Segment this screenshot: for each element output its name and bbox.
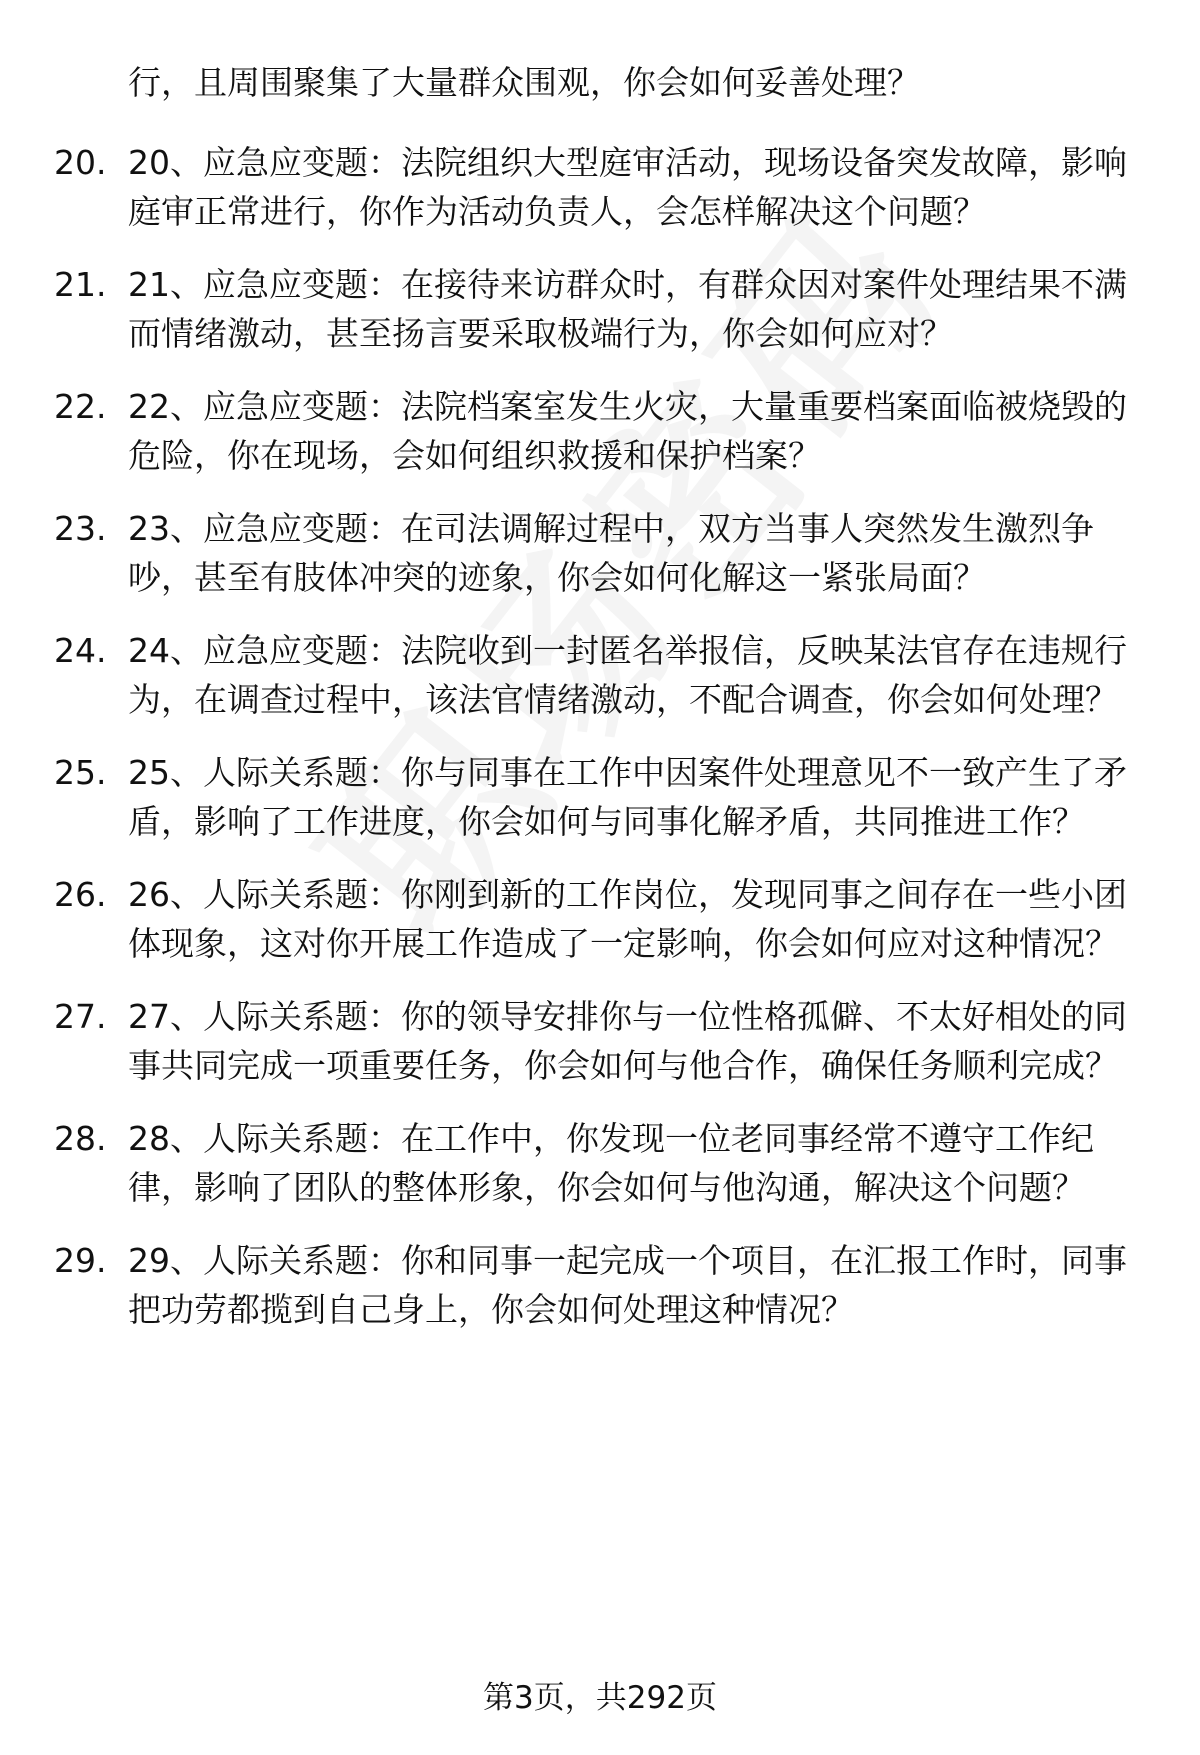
question-item (0, 382, 1200, 480)
page-footer: 第3页，共292页 (483, 1680, 717, 1716)
question-text: 28、人际关系题：在工作中，你发现一位老同事经常不遵守工作纪律，影响了团队的整体形象，你会如何与他沟通，解决这个问题？ (128, 1119, 1094, 1207)
question-number: 25. (54, 753, 107, 792)
question-list (0, 138, 1200, 1358)
question-text: 27、人际关系题：你的领导安排你与一位性格孤僻、不太好相处的同事共同完成一项重要任务，你会如何与他合作，确保任务顺利完成？ (128, 997, 1127, 1085)
question-item (0, 870, 1200, 968)
question-item (0, 1114, 1200, 1212)
question-item (0, 992, 1200, 1090)
question-number: 24. (54, 631, 107, 670)
question-number: 29. (54, 1241, 107, 1280)
question-number: 27. (54, 997, 107, 1036)
question-text: 29、人际关系题：你和同事一起完成一个项目，在汇报工作时，同事把功劳都揽到自己身上，你会如何处理这种情况？ (128, 1241, 1127, 1329)
question-text: 22、应急应变题：法院档案室发生火灾，大量重要档案面临被烧毁的危险，你在现场，会如何组织救援和保护档案？ (128, 387, 1127, 475)
question-text: 21、应急应变题：在接待来访群众时，有群众因对案件处理结果不满而情绪激动，甚至扬言要采取极端行为，你会如何应对？ (128, 265, 1127, 353)
question-text: 23、应急应变题：在司法调解过程中，双方当事人突然发生激烈争吵，甚至有肢体冲突的迹象，你会如何化解这一紧张局面？ (128, 509, 1094, 597)
question-number: 26. (54, 875, 107, 914)
question-number: 22. (54, 387, 107, 426)
question-text: 20、应急应变题：法院组织大型庭审活动，现场设备突发故障，影响庭审正常进行，你作为活动负责人，会怎样解决这个问题？ (128, 143, 1127, 231)
question-number: 20. (54, 143, 107, 182)
question-item (0, 1236, 1200, 1334)
question-number: 21. (54, 265, 107, 304)
question-item (0, 504, 1200, 602)
question-item (0, 138, 1200, 236)
continued-question-text: 行，且周围聚集了大量群众围观，你会如何妥善处理？ (128, 63, 920, 102)
question-text: 25、人际关系题：你与同事在工作中因案件处理意见不一致产生了矛盾，影响了工作进度，你会如何与同事化解矛盾，共同推进工作？ (128, 753, 1127, 841)
question-item (0, 260, 1200, 358)
question-number: 28. (54, 1119, 107, 1158)
question-item (0, 626, 1200, 724)
question-number: 23. (54, 509, 107, 548)
question-text: 26、人际关系题：你刚到新的工作岗位，发现同事之间存在一些小团体现象，这对你开展工作造成了一定影响，你会如何应对这种情况？ (128, 875, 1127, 963)
question-text: 24、应急应变题：法院收到一封匿名举报信，反映某法官存在违规行为，在调查过程中，该法官情绪激动，不配合调查，你会如何处理？ (128, 631, 1127, 719)
question-item (0, 748, 1200, 846)
